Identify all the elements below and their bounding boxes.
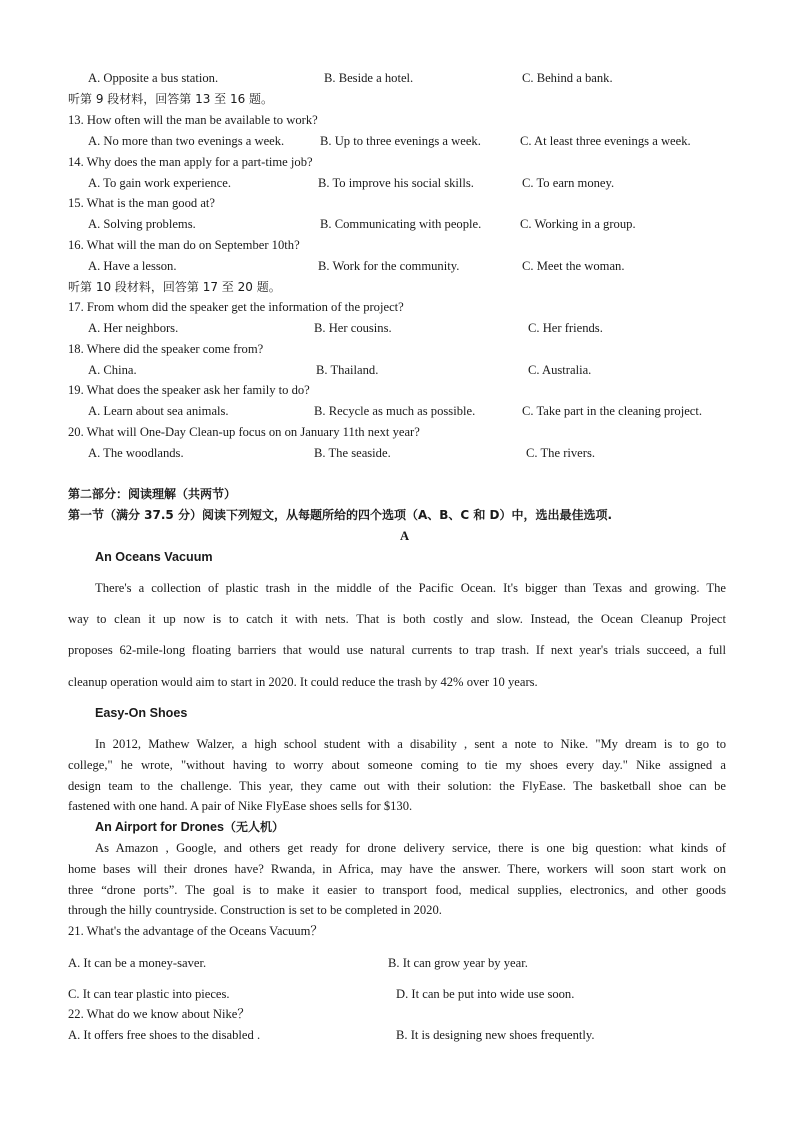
q14-option-c: C. To earn money. [522, 176, 615, 190]
q21-option-c: C. It can tear plastic into pieces. [68, 987, 230, 1001]
article1-line: proposes 62-mile-long floating barriers that would use natural currents to trap trash. If next year's trials succeed, a full [68, 643, 726, 657]
q13-option-a: A. No more than two evenings a week. [88, 134, 285, 148]
question-16: 16. What will the man do on September 10th? [68, 238, 300, 252]
article3-heading-cn: （无人机） [223, 820, 284, 834]
article3-line: three “drone ports”. The goal is to make it easier to transport food, medical supplies, electronics, and other goods [68, 883, 726, 897]
q22-option-b: B. It is designing new shoes frequently. [396, 1028, 595, 1042]
q18-option-a: A. China. [88, 363, 137, 377]
question-13: 13. How often will the man be available to work? [68, 113, 318, 127]
passage-10-instruction: 听第 10 段材料，回答第 17 至 20 题。 [68, 280, 281, 294]
q17-option-c: C. Her friends. [528, 321, 603, 335]
q19-option-b: B. Recycle as much as possible. [314, 404, 476, 418]
q14-option-b: B. To improve his social skills. [318, 176, 474, 190]
q16-option-b: B. Work for the community. [318, 259, 460, 273]
passage-letter: A [400, 529, 410, 543]
article3-line: home bases will their drones have? Rwanda, in Africa, may have the answer. There, workers will soon start work on [68, 862, 726, 876]
q21-option-d: D. It can be put into wide use soon. [396, 987, 575, 1001]
article1-line: cleanup operation would aim to start in 2020. It could reduce the trash by 42% over 10 years. [68, 675, 538, 689]
article2-line: college," he wrote, "without having to worry about someone coming to tie my shoes every day." Nike assigned a [68, 758, 726, 772]
article2-line: In 2012, Mathew Walzer, a high school student with a disability , sent a note to Nike. "My dream is to go to [95, 737, 726, 751]
q20-option-a: A. The woodlands. [88, 446, 184, 460]
article1-heading: An Oceans Vacuum [95, 550, 213, 564]
q15-option-b: B. Communicating with people. [320, 217, 482, 231]
q20-option-b: B. The seaside. [314, 446, 391, 460]
question-14: 14. Why does the man apply for a part-time job? [68, 155, 313, 169]
q18-option-c: C. Australia. [528, 363, 592, 377]
question-17: 17. From whom did the speaker get the information of the project? [68, 300, 404, 314]
q18-option-b: B. Thailand. [316, 363, 379, 377]
q15-option-a: A. Solving problems. [88, 217, 196, 231]
question-18: 18. Where did the speaker come from? [68, 342, 264, 356]
article3-heading [95, 819, 284, 835]
q12-option-a: A. Opposite a bus station. [88, 71, 219, 85]
question-20: 20. What will One-Day Clean-up focus on on January 11th next year? [68, 425, 420, 439]
article2-heading: Easy-On Shoes [95, 706, 188, 720]
part2-title: 第二部分：阅读理解（共两节） [68, 487, 237, 501]
q20-option-c: C. The rivers. [526, 446, 596, 460]
q13-option-b: B. Up to three evenings a week. [320, 134, 481, 148]
article2-line: design team to the challenge. This year, they came out with their solution: the FlyEase. The basketball shoe can be [68, 779, 726, 793]
question-19: 19. What does the speaker ask her family to do? [68, 383, 310, 397]
q21-option-b: B. It can grow year by year. [388, 956, 528, 970]
q12-option-c: C. Behind a bank. [522, 71, 613, 85]
q17-option-b: B. Her cousins. [314, 321, 392, 335]
q14-option-a: A. To gain work experience. [88, 176, 231, 190]
question-15: 15. What is the man good at? [68, 196, 216, 210]
article3-line: through the hilly countryside. Construction is set to be completed in 2020. [68, 903, 442, 917]
article2-line: fastened with one hand. A pair of Nike FlyEase shoes sells for $130. [68, 799, 413, 813]
q21-option-a: A. It can be a money-saver. [68, 956, 207, 970]
q19-option-a: A. Learn about sea animals. [88, 404, 229, 418]
q16-option-c: C. Meet the woman. [522, 259, 625, 273]
article1-line: way to clean it up now is to catch it with nets. That is both costly and slow. Instead, the Ocean Cleanup Project [68, 612, 726, 626]
q17-option-a: A. Her neighbors. [88, 321, 179, 335]
article3-heading-text: An Airport for Drones [95, 820, 224, 834]
article3-line: As Amazon , Google, and others get ready for drone delivery service, there is one big question: what kinds of [95, 841, 726, 855]
question-22: 22. What do we know about Nike？ [68, 1007, 250, 1021]
q19-option-c: C. Take part in the cleaning project. [522, 404, 703, 418]
q15-option-c: C. Working in a group. [520, 217, 636, 231]
q13-option-c: C. At least three evenings a week. [520, 134, 691, 148]
q16-option-a: A. Have a lesson. [88, 259, 177, 273]
part2-section1-instruction: 第一节（满分 37.5 分）阅读下列短文，从每题所给的四个选项（A、B、C 和 D）中，选出最佳选项. [68, 508, 613, 522]
question-21: 21. What's the advantage of the Oceans Vacuum？ [68, 924, 323, 938]
article1-line: There's a collection of plastic trash in the middle of the Pacific Ocean. It's bigger than Texas and growing. The [95, 581, 726, 595]
passage-9-instruction: 听第 9 段材料，回答第 13 至 16 题。 [68, 92, 274, 106]
q12-option-b: B. Beside a hotel. [324, 71, 414, 85]
q22-option-a: A. It offers free shoes to the disabled . [68, 1028, 261, 1042]
